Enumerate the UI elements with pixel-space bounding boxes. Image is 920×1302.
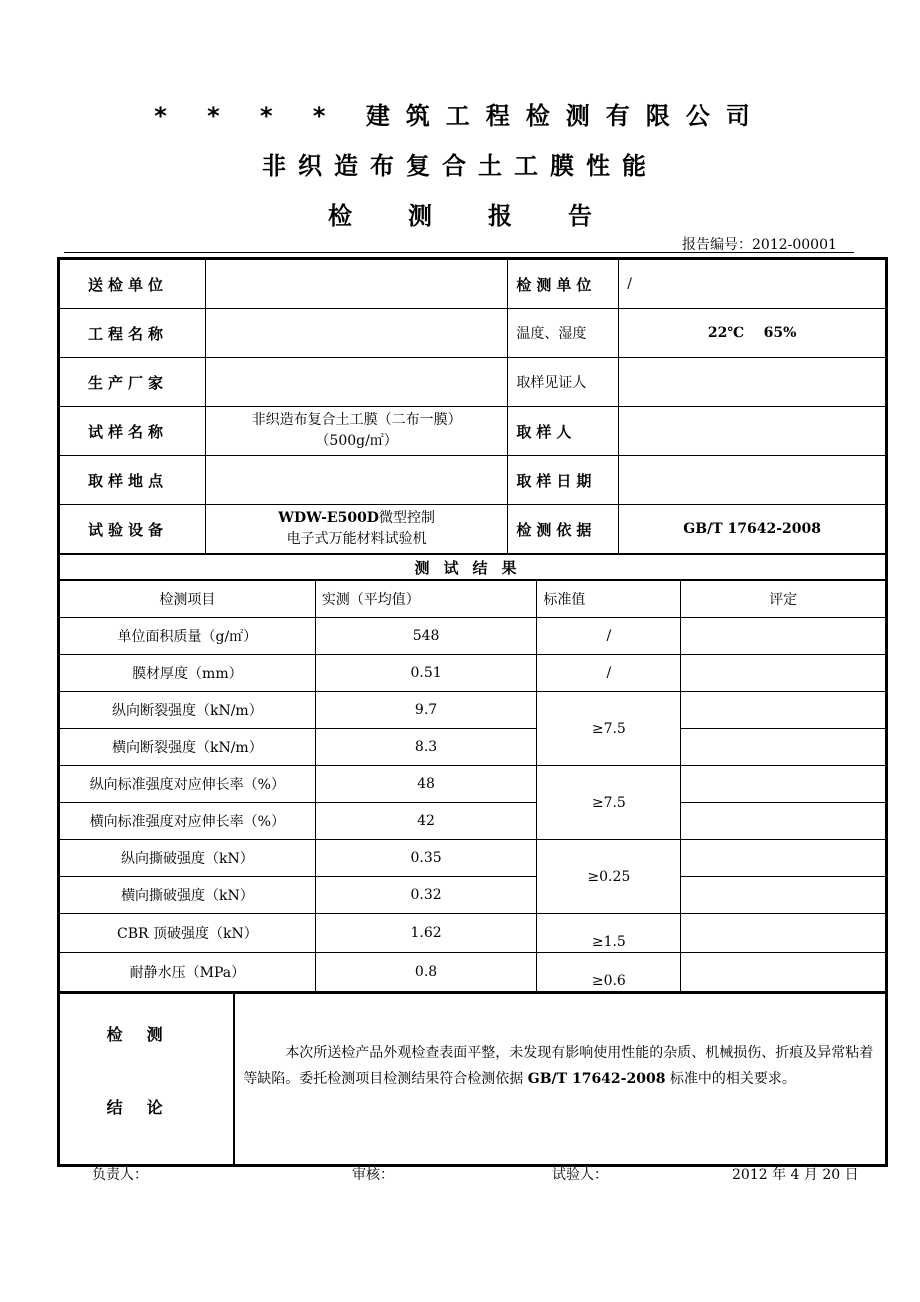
standard-cell: ≥1.5 xyxy=(537,914,681,953)
item-cell: CBR 顶破强度（kN） xyxy=(60,914,316,953)
table-row xyxy=(60,803,886,840)
rating-cell xyxy=(681,692,886,729)
rating-cell xyxy=(681,655,886,692)
standard-cell: / xyxy=(537,655,681,692)
col-header-standard: 标准值 xyxy=(537,581,681,618)
conclusion-label-line1: 检测 xyxy=(106,1025,187,1044)
equip-type: 微型控制 xyxy=(378,510,435,526)
info-row xyxy=(60,358,886,407)
table-row xyxy=(60,729,886,766)
rating-cell xyxy=(681,840,886,877)
table-row xyxy=(60,618,886,655)
info-row xyxy=(60,260,886,309)
standard-cell: ≥7.5 xyxy=(537,766,681,840)
item-cell: 单位面积质量（g/㎡） xyxy=(60,618,316,655)
temp-label: 温度、湿度 xyxy=(508,309,619,358)
value-cell: 548 xyxy=(315,618,537,655)
basis-value: GB/T 17642-2008 xyxy=(619,505,886,554)
equip-value xyxy=(205,505,508,554)
report-title-char: 检 xyxy=(328,202,352,230)
standard-cell: ≥0.6 xyxy=(537,953,681,992)
item-cell: 横向标准强度对应伸长率（%） xyxy=(60,803,316,840)
item-cell: 纵向断裂强度（kN/m） xyxy=(60,692,316,729)
report-title xyxy=(0,196,920,231)
info-table xyxy=(59,259,886,554)
footer-reviewer: 审核： xyxy=(352,1167,394,1183)
sample-spec: （500g/㎡） xyxy=(315,433,398,449)
sampler-value xyxy=(619,407,886,456)
col-header-item: 检测项目 xyxy=(60,581,316,618)
results-table xyxy=(59,580,886,992)
value-cell: 0.35 xyxy=(315,840,537,877)
conclusion-label-line2: 结论 xyxy=(106,1098,187,1117)
project-value xyxy=(205,309,508,358)
company-name: * * * * 建筑工程检测有限公司 xyxy=(154,102,766,130)
info-row xyxy=(60,407,886,456)
conclusion-text-c: 标准中的相关要求。 xyxy=(665,1071,796,1087)
standard-cell: ≥0.25 xyxy=(537,840,681,914)
equip-desc: 电子式万能材料试验机 xyxy=(286,531,427,547)
table-row xyxy=(60,766,886,803)
info-row xyxy=(60,456,886,505)
table-row xyxy=(60,840,886,877)
client-value xyxy=(205,260,508,309)
footer-responsible: 负责人： xyxy=(92,1167,148,1183)
test-unit-label: 检测单位 xyxy=(508,260,619,309)
results-header-row xyxy=(60,581,886,618)
sample-label: 试样名称 xyxy=(60,407,206,456)
witness-label: 取样见证人 xyxy=(508,358,619,407)
header-rule xyxy=(64,252,854,253)
place-value xyxy=(205,456,508,505)
report-subtitle: 非织造布复合土工膜性能 xyxy=(262,152,658,180)
item-cell: 耐静水压（MPa） xyxy=(60,953,316,992)
client-label: 送检单位 xyxy=(60,260,206,309)
sample-value xyxy=(205,407,508,456)
witness-value xyxy=(619,358,886,407)
place-label: 取样地点 xyxy=(60,456,206,505)
footer-date: 2012 年 4 月 20 日 xyxy=(732,1167,859,1183)
sampler-label: 取样人 xyxy=(508,407,619,456)
conclusion-table xyxy=(59,992,886,1165)
report-number: 报告编号：2012-00001 xyxy=(682,237,837,253)
project-label: 工程名称 xyxy=(60,309,206,358)
date-label: 取样日期 xyxy=(508,456,619,505)
maker-value xyxy=(205,358,508,407)
report-title-char: 告 xyxy=(568,202,592,230)
value-cell: 0.32 xyxy=(315,877,537,914)
info-row xyxy=(60,505,886,554)
table-row xyxy=(60,655,886,692)
basis-label: 检测依据 xyxy=(508,505,619,554)
equip-label: 试验设备 xyxy=(60,505,206,554)
conclusion-standard: GB/T 17642-2008 xyxy=(527,1071,666,1087)
conclusion-label xyxy=(60,993,235,1165)
rating-cell xyxy=(681,803,886,840)
temp-value: 22℃ 65% xyxy=(619,309,886,358)
info-row xyxy=(60,309,886,358)
value-cell: 48 xyxy=(315,766,537,803)
value-cell: 0.51 xyxy=(315,655,537,692)
report-title-char: 测 xyxy=(408,202,432,230)
table-row xyxy=(60,692,886,729)
value-cell: 42 xyxy=(315,803,537,840)
report-form xyxy=(57,257,888,1167)
item-cell: 纵向撕破强度（kN） xyxy=(60,840,316,877)
date-value xyxy=(619,456,886,505)
col-header-value: 实测（平均值） xyxy=(315,581,537,618)
rating-cell xyxy=(681,766,886,803)
rating-cell xyxy=(681,877,886,914)
test-unit-value: / xyxy=(619,260,886,309)
value-cell: 9.7 xyxy=(315,692,537,729)
rating-cell xyxy=(681,914,886,953)
col-header-rating: 评定 xyxy=(681,581,886,618)
footer-tester: 试验人： xyxy=(552,1167,608,1183)
table-row xyxy=(60,953,886,992)
equip-model: WDW-E500D xyxy=(278,510,379,526)
standard-cell: ≥7.5 xyxy=(537,692,681,766)
rating-cell xyxy=(681,953,886,992)
item-cell: 横向断裂强度（kN/m） xyxy=(60,729,316,766)
section-title: 测试结果 xyxy=(60,555,886,580)
item-cell: 纵向标准强度对应伸长率（%） xyxy=(60,766,316,803)
conclusion-text xyxy=(234,993,885,1165)
rating-cell xyxy=(681,729,886,766)
report-title-char: 报 xyxy=(488,202,512,230)
item-cell: 膜材厚度（mm） xyxy=(60,655,316,692)
value-cell: 8.3 xyxy=(315,729,537,766)
item-cell: 横向撕破强度（kN） xyxy=(60,877,316,914)
maker-label: 生产厂家 xyxy=(60,358,206,407)
rating-cell xyxy=(681,618,886,655)
conclusion-text-a: 本次所送检产品外观检查表面平整，未发现有影响使用性能的杂质、机械损伤、折痕及异常粘着等缺陷。委托检测项目检测结果符合检测依据 xyxy=(243,1045,874,1087)
section-title-table xyxy=(59,554,886,580)
table-row xyxy=(60,877,886,914)
sample-name: 非织造布复合土工膜（二布一膜） xyxy=(251,412,462,428)
value-cell: 1.62 xyxy=(315,914,537,953)
value-cell: 0.8 xyxy=(315,953,537,992)
standard-cell: / xyxy=(537,618,681,655)
table-row xyxy=(60,914,886,953)
